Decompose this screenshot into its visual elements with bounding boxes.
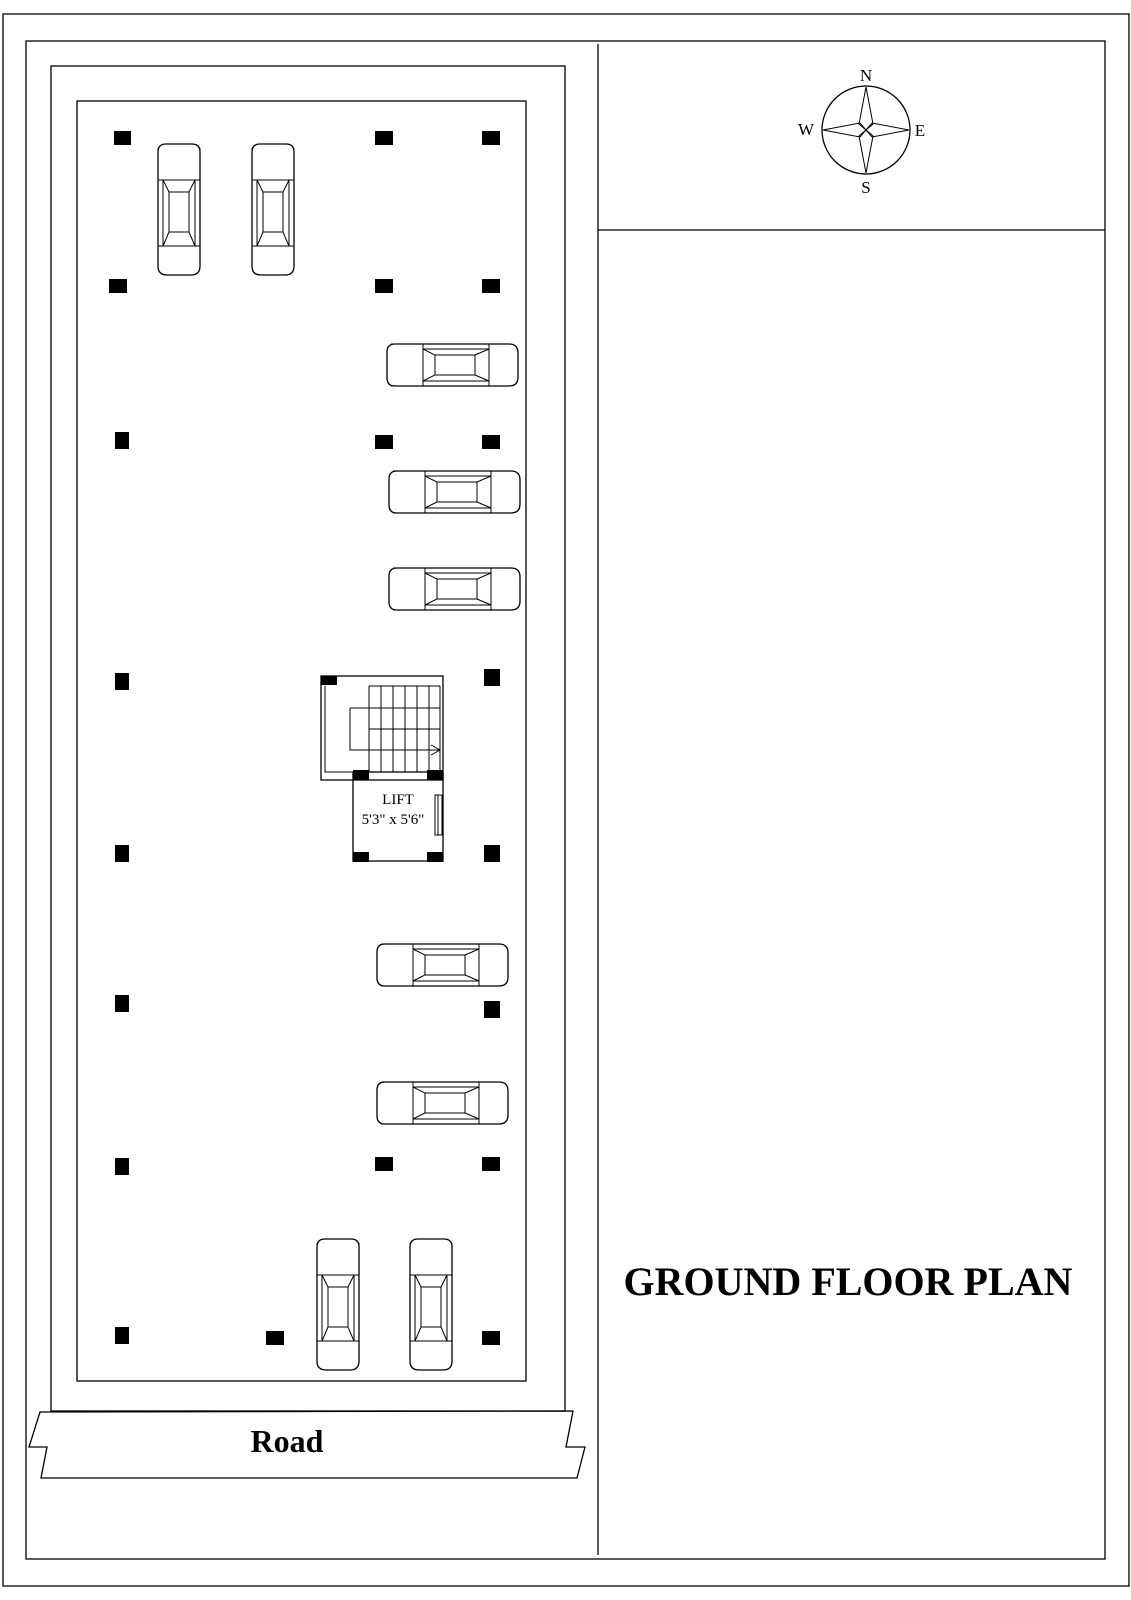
compass-south-label: S bbox=[861, 178, 871, 197]
column bbox=[482, 1331, 500, 1345]
column bbox=[115, 673, 129, 690]
column bbox=[482, 131, 500, 145]
column bbox=[115, 1327, 129, 1344]
plot-boundary bbox=[51, 66, 565, 1411]
compass-east-label: E bbox=[914, 121, 926, 140]
parked-cars bbox=[158, 144, 520, 1370]
column bbox=[482, 279, 500, 293]
lift-size-label: 5'3" x 5'6" bbox=[361, 812, 425, 828]
car bbox=[389, 568, 520, 610]
car bbox=[377, 1082, 508, 1124]
column bbox=[482, 1157, 500, 1171]
column bbox=[484, 1001, 500, 1018]
column bbox=[115, 845, 129, 862]
columns bbox=[109, 131, 500, 1345]
column bbox=[484, 845, 500, 862]
column bbox=[115, 1158, 129, 1175]
drawing-title: GROUND FLOOR PLAN bbox=[623, 1259, 1073, 1304]
column bbox=[115, 995, 129, 1012]
lift-label: LIFT bbox=[382, 792, 414, 808]
car bbox=[317, 1239, 359, 1370]
column bbox=[375, 131, 393, 145]
car bbox=[158, 144, 200, 275]
car bbox=[377, 944, 508, 986]
column bbox=[266, 1331, 284, 1345]
car bbox=[387, 344, 518, 386]
stair-lift-core bbox=[321, 676, 443, 862]
building-outline bbox=[77, 101, 526, 1381]
road-label: Road bbox=[250, 1423, 324, 1459]
car bbox=[389, 471, 520, 513]
column bbox=[375, 279, 393, 293]
column bbox=[114, 131, 131, 145]
compass-west-label: W bbox=[797, 120, 815, 139]
compass-north-label: N bbox=[859, 66, 873, 85]
north-arrow-compass bbox=[798, 66, 925, 197]
column bbox=[482, 435, 500, 449]
outer-border bbox=[3, 14, 1129, 1586]
column bbox=[375, 1157, 393, 1171]
column bbox=[375, 435, 393, 449]
column bbox=[115, 432, 129, 449]
car bbox=[410, 1239, 452, 1370]
column bbox=[109, 279, 127, 293]
car bbox=[252, 144, 294, 275]
staircase bbox=[321, 676, 443, 780]
column bbox=[484, 669, 500, 686]
